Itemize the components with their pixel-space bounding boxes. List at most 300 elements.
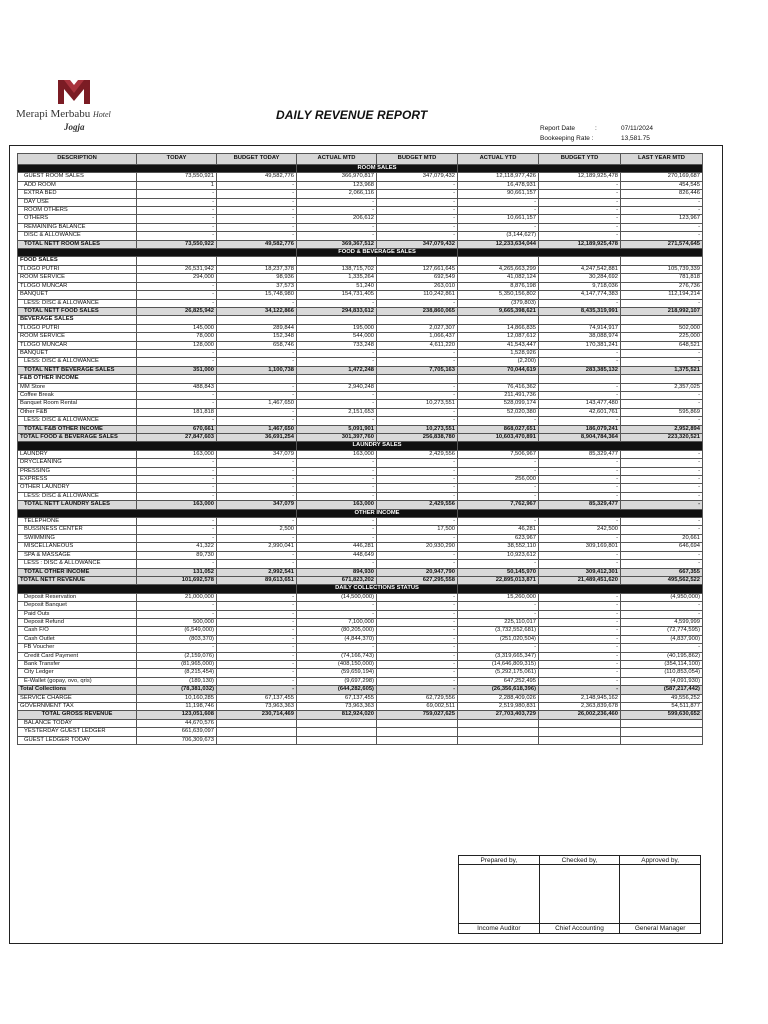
cell-last-year-mtd: (40,195,862) <box>621 652 703 660</box>
row-description: MISCELLANEOUS <box>18 543 137 551</box>
section-banner <box>18 509 703 517</box>
cell-today: - <box>137 467 217 475</box>
cell-today: 706,309,673 <box>137 736 217 744</box>
row-description: DISC & ALLOWANCE <box>18 232 137 240</box>
cell-last-year-mtd: 502,000 <box>621 324 703 332</box>
cell-empty <box>377 257 458 265</box>
cell-budget-today: 37,573 <box>217 282 297 290</box>
cell-budget-today: - <box>217 299 297 307</box>
cell-last-year-mtd: - <box>621 349 703 357</box>
cell-actual-mtd: (59,659,194) <box>297 669 377 677</box>
total-row <box>18 576 703 584</box>
row-description: TOTAL F&B OTHER INCOME <box>18 425 137 433</box>
row-description: REMAINING BALANCE <box>18 223 137 231</box>
cell-empty <box>377 719 458 727</box>
row-description: FOOD SALES <box>18 257 137 265</box>
cell-last-year-mtd: 54,511,877 <box>621 703 703 711</box>
row-description: Coffee Break <box>18 391 137 399</box>
row-description: TLOGO MUNCAR <box>18 282 137 290</box>
cell-budget-ytd: 12,189,925,478 <box>539 173 621 181</box>
cell-budget-mtd: 2,429,556 <box>377 501 458 509</box>
cell-last-year-mtd: 270,169,687 <box>621 173 703 181</box>
table-row <box>18 476 703 484</box>
cell-budget-today: 289,844 <box>217 324 297 332</box>
table-row <box>18 551 703 559</box>
cell-budget-mtd: - <box>377 190 458 198</box>
cell-budget-ytd: 4,247,542,881 <box>539 265 621 273</box>
cell-budget-ytd: - <box>539 383 621 391</box>
table-row <box>18 736 703 744</box>
cell-budget-mtd: - <box>377 391 458 399</box>
cell-actual-ytd: 2,519,980,831 <box>458 703 539 711</box>
cell-actual-ytd: - <box>458 223 539 231</box>
cell-actual-ytd: 90,661,157 <box>458 190 539 198</box>
cell-budget-mtd: - <box>377 467 458 475</box>
cell-empty <box>217 375 297 383</box>
cell-actual-mtd: - <box>297 207 377 215</box>
cell-actual-ytd: 225,110,017 <box>458 618 539 626</box>
cell-actual-mtd: 894,930 <box>297 568 377 576</box>
table-row <box>18 408 703 416</box>
hotel-brand: Merapi Merbabu Hotel <box>16 108 111 120</box>
cell-budget-mtd: - <box>377 660 458 668</box>
cell-empty <box>458 375 539 383</box>
cell-today: - <box>137 282 217 290</box>
cell-budget-today: - <box>217 207 297 215</box>
cell-last-year-mtd: 646,694 <box>621 543 703 551</box>
cell-actual-mtd: 73,963,363 <box>297 703 377 711</box>
cell-today: 1 <box>137 181 217 189</box>
cell-actual-ytd: 22,895,013,871 <box>458 576 539 584</box>
total-row <box>18 568 703 576</box>
cell-budget-mtd: 110,242,861 <box>377 291 458 299</box>
section-banner <box>18 249 703 257</box>
hotel-logo-mark <box>56 76 92 106</box>
cell-empty <box>621 736 703 744</box>
cell-budget-today: - <box>217 408 297 416</box>
cell-last-year-mtd: - <box>621 518 703 526</box>
cell-last-year-mtd: 223,320,521 <box>621 434 703 442</box>
cell-budget-mtd: 20,947,790 <box>377 568 458 576</box>
table-row <box>18 467 703 475</box>
cell-budget-ytd: - <box>539 560 621 568</box>
row-description: YESTERDAY GUEST LEDGER <box>18 728 137 736</box>
table-row <box>18 215 703 223</box>
hotel-logo <box>14 76 134 136</box>
cell-actual-ytd: (3,144,627) <box>458 232 539 240</box>
cell-actual-ytd: - <box>458 484 539 492</box>
table-row <box>18 703 703 711</box>
cell-actual-mtd: 446,281 <box>297 543 377 551</box>
cell-budget-mtd: - <box>377 349 458 357</box>
cell-actual-ytd: (379,803) <box>458 299 539 307</box>
cell-actual-ytd: 41,082,124 <box>458 274 539 282</box>
income-auditor-role: Income Auditor <box>459 924 540 934</box>
cell-last-year-mtd: 49,556,252 <box>621 694 703 702</box>
cell-budget-today: - <box>217 383 297 391</box>
cell-actual-mtd: 812,924,020 <box>297 711 377 719</box>
cell-budget-today: 34,122,866 <box>217 307 297 315</box>
table-row <box>18 383 703 391</box>
cell-budget-ytd: - <box>539 299 621 307</box>
cell-actual-mtd: - <box>297 560 377 568</box>
cell-budget-mtd: 759,027,625 <box>377 711 458 719</box>
cell-today: - <box>137 459 217 467</box>
row-description: Total Collections <box>18 686 137 694</box>
cell-empty <box>297 257 377 265</box>
cell-budget-today: 347,079 <box>217 501 297 509</box>
table-row <box>18 492 703 500</box>
cell-last-year-mtd: - <box>621 501 703 509</box>
cell-actual-ytd: 10,603,470,891 <box>458 434 539 442</box>
cell-budget-today: 18,237,378 <box>217 265 297 273</box>
cell-last-year-mtd: (587,217,442) <box>621 686 703 694</box>
cell-actual-ytd: - <box>458 492 539 500</box>
col-actual-mtd: ACTUAL MTD <box>297 154 377 165</box>
cell-today: - <box>137 232 217 240</box>
cell-budget-today: 2,990,041 <box>217 543 297 551</box>
cell-budget-ytd: - <box>539 476 621 484</box>
cell-today: 294,000 <box>137 274 217 282</box>
cell-budget-today: - <box>217 223 297 231</box>
cell-actual-ytd: 4,265,663,299 <box>458 265 539 273</box>
row-description: TOTAL OTHER INCOME <box>18 568 137 576</box>
table-row <box>18 593 703 601</box>
table-row <box>18 223 703 231</box>
cell-empty <box>621 257 703 265</box>
cell-budget-today: - <box>217 358 297 366</box>
cell-budget-today: - <box>217 417 297 425</box>
cell-actual-mtd: 369,367,512 <box>297 240 377 248</box>
cell-budget-today: - <box>217 349 297 357</box>
cell-budget-today: - <box>217 627 297 635</box>
cell-budget-mtd: - <box>377 215 458 223</box>
cell-actual-ytd: (251,020,504) <box>458 635 539 643</box>
cell-last-year-mtd: 826,446 <box>621 190 703 198</box>
cell-budget-ytd: - <box>539 610 621 618</box>
cell-actual-ytd: (5,292,175,061) <box>458 669 539 677</box>
cell-actual-mtd: 366,970,817 <box>297 173 377 181</box>
table-row <box>18 450 703 458</box>
prepared-signature-box <box>459 865 540 924</box>
row-description: SERVICE CHARGE <box>18 694 137 702</box>
section-banner <box>18 165 703 173</box>
cell-budget-today: - <box>217 602 297 610</box>
cell-today: - <box>137 400 217 408</box>
cell-budget-ytd: 283,385,132 <box>539 366 621 374</box>
table-row <box>18 400 703 408</box>
cell-budget-ytd: - <box>539 677 621 685</box>
cell-last-year-mtd: - <box>621 560 703 568</box>
cell-budget-ytd: 42,601,761 <box>539 408 621 416</box>
row-description: Other F&B <box>18 408 137 416</box>
cell-budget-ytd: 309,412,301 <box>539 568 621 576</box>
cell-actual-mtd: - <box>297 534 377 542</box>
cell-actual-mtd: (80,205,000) <box>297 627 377 635</box>
cell-last-year-mtd: - <box>621 207 703 215</box>
table-row <box>18 534 703 542</box>
cell-actual-mtd: 544,000 <box>297 333 377 341</box>
row-description: ROOM OTHERS <box>18 207 137 215</box>
cell-actual-ytd: 256,000 <box>458 476 539 484</box>
cell-last-year-mtd: - <box>621 391 703 399</box>
table-row <box>18 349 703 357</box>
cell-last-year-mtd: 20,661 <box>621 534 703 542</box>
cell-actual-mtd: 163,000 <box>297 450 377 458</box>
cell-budget-mtd: - <box>377 299 458 307</box>
table-row <box>18 282 703 290</box>
table-row <box>18 358 703 366</box>
row-description: TOTAL FOOD & BEVERAGE SALES <box>18 434 137 442</box>
cell-today: 78,000 <box>137 333 217 341</box>
table-row <box>18 333 703 341</box>
cell-last-year-mtd: - <box>621 232 703 240</box>
table-row <box>18 677 703 685</box>
cell-budget-ytd: - <box>539 223 621 231</box>
row-description: E-Wallet (gopay, ovo, qris) <box>18 677 137 685</box>
cell-budget-today: 2,992,541 <box>217 568 297 576</box>
cell-budget-ytd: - <box>539 358 621 366</box>
cell-empty <box>539 719 621 727</box>
cell-today: - <box>137 391 217 399</box>
cell-last-year-mtd: 2,357,025 <box>621 383 703 391</box>
cell-budget-ytd: - <box>539 518 621 526</box>
cell-budget-ytd: - <box>539 232 621 240</box>
cell-actual-mtd: 2,940,248 <box>297 383 377 391</box>
cell-budget-today: - <box>217 391 297 399</box>
table-row <box>18 610 703 618</box>
cell-today: 128,000 <box>137 341 217 349</box>
col-actual-ytd: ACTUAL YTD <box>458 154 539 165</box>
row-description: Banquet Room Rental <box>18 400 137 408</box>
cell-actual-ytd: 1,528,926 <box>458 349 539 357</box>
cell-actual-mtd: 154,731,405 <box>297 291 377 299</box>
table-row <box>18 484 703 492</box>
cell-budget-mtd: 62,729,556 <box>377 694 458 702</box>
col-today: TODAY <box>137 154 217 165</box>
table-row <box>18 459 703 467</box>
cell-budget-today: - <box>217 593 297 601</box>
cell-budget-today: 2,500 <box>217 526 297 534</box>
cell-today: 41,322 <box>137 543 217 551</box>
cell-actual-mtd: - <box>297 223 377 231</box>
cell-actual-mtd: 2,066,116 <box>297 190 377 198</box>
cell-empty <box>217 728 297 736</box>
cell-actual-mtd: 448,649 <box>297 551 377 559</box>
table-row <box>18 644 703 652</box>
cell-actual-mtd: - <box>297 610 377 618</box>
cell-budget-today: - <box>217 618 297 626</box>
table-row <box>18 341 703 349</box>
cell-budget-mtd: 238,860,065 <box>377 307 458 315</box>
cell-last-year-mtd: 495,562,522 <box>621 576 703 584</box>
cell-last-year-mtd: 105,739,339 <box>621 265 703 273</box>
cell-actual-ytd: - <box>458 602 539 610</box>
cell-budget-ytd: 74,914,917 <box>539 324 621 332</box>
cell-budget-ytd: - <box>539 492 621 500</box>
cell-empty <box>217 736 297 744</box>
table-row <box>18 602 703 610</box>
cell-last-year-mtd: - <box>621 484 703 492</box>
cell-actual-ytd: - <box>458 459 539 467</box>
table-row <box>18 728 703 736</box>
table-row <box>18 207 703 215</box>
cell-budget-mtd: - <box>377 492 458 500</box>
cell-budget-today: - <box>217 534 297 542</box>
cell-empty <box>377 728 458 736</box>
cell-today: - <box>137 518 217 526</box>
cell-empty <box>217 316 297 324</box>
row-description: TLOGO MUNCAR <box>18 341 137 349</box>
table-row <box>18 324 703 332</box>
cell-budget-ytd: - <box>539 534 621 542</box>
cell-budget-mtd: - <box>377 232 458 240</box>
cell-budget-mtd: - <box>377 198 458 206</box>
cell-actual-mtd: - <box>297 299 377 307</box>
cell-empty <box>297 316 377 324</box>
table-row <box>18 719 703 727</box>
cell-empty <box>297 375 377 383</box>
cell-empty <box>297 728 377 736</box>
cell-actual-mtd: (9,697,298) <box>297 677 377 685</box>
table-row <box>18 526 703 534</box>
row-description: BEVERAGE SALES <box>18 316 137 324</box>
cell-actual-ytd: 16,478,931 <box>458 181 539 189</box>
cell-budget-ytd: - <box>539 207 621 215</box>
cell-empty <box>539 728 621 736</box>
row-description: OTHER LAUNDRY <box>18 484 137 492</box>
cell-last-year-mtd: 667,355 <box>621 568 703 576</box>
col-last-year-mtd: LAST YEAR MTD <box>621 154 703 165</box>
cell-today: 101,692,578 <box>137 576 217 584</box>
table-row <box>18 391 703 399</box>
cell-today: 131,052 <box>137 568 217 576</box>
cell-budget-ytd: - <box>539 459 621 467</box>
row-description: Deposit Refund <box>18 618 137 626</box>
cell-today: - <box>137 358 217 366</box>
cell-today: - <box>137 207 217 215</box>
cell-today: 163,000 <box>137 450 217 458</box>
cell-budget-today: 49,582,776 <box>217 173 297 181</box>
cell-budget-today: - <box>217 484 297 492</box>
cell-budget-today: - <box>217 198 297 206</box>
cell-today: - <box>137 476 217 484</box>
cell-actual-ytd: (26,356,618,396) <box>458 686 539 694</box>
cell-budget-ytd: 242,500 <box>539 526 621 534</box>
cell-actual-mtd: - <box>297 602 377 610</box>
cell-today: 89,730 <box>137 551 217 559</box>
cell-actual-ytd: 10,661,157 <box>458 215 539 223</box>
cell-budget-ytd: 170,381,241 <box>539 341 621 349</box>
cell-budget-today: - <box>217 467 297 475</box>
cell-budget-ytd: - <box>539 669 621 677</box>
cell-actual-ytd: 12,118,977,426 <box>458 173 539 181</box>
prepared-by-label: Prepared by, <box>459 856 540 865</box>
cell-actual-ytd: (3,319,665,347) <box>458 652 539 660</box>
section-banner-label: LAUNDRY SALES <box>297 442 458 450</box>
cell-budget-today: - <box>217 215 297 223</box>
row-description: SPA & MASSAGE <box>18 551 137 559</box>
cell-actual-ytd: - <box>458 467 539 475</box>
cell-today: (189,130) <box>137 677 217 685</box>
cell-last-year-mtd: - <box>621 400 703 408</box>
row-description: Deposit Banquet <box>18 602 137 610</box>
section-banner <box>18 442 703 450</box>
cell-last-year-mtd: - <box>621 358 703 366</box>
cell-actual-ytd: 5,350,156,802 <box>458 291 539 299</box>
cell-budget-ytd: - <box>539 190 621 198</box>
cell-budget-ytd: 309,169,801 <box>539 543 621 551</box>
cell-today: (78,381,032) <box>137 686 217 694</box>
cell-last-year-mtd: - <box>621 459 703 467</box>
cell-last-year-mtd: (354,114,100) <box>621 660 703 668</box>
table-row <box>18 299 703 307</box>
cell-budget-mtd: - <box>377 669 458 677</box>
section-banner-label: FOOD & BEVERAGE SALES <box>297 249 458 257</box>
cell-actual-mtd: 123,968 <box>297 181 377 189</box>
cell-empty <box>137 257 217 265</box>
cell-actual-ytd: - <box>458 207 539 215</box>
total-row <box>18 240 703 248</box>
cell-today: - <box>137 602 217 610</box>
cell-today: 27,847,603 <box>137 434 217 442</box>
cell-last-year-mtd: 454,545 <box>621 181 703 189</box>
cell-last-year-mtd: - <box>621 551 703 559</box>
col-budget-today: BUDGET TODAY <box>217 154 297 165</box>
section-heading-row <box>18 257 703 265</box>
cell-last-year-mtd: - <box>621 526 703 534</box>
cell-actual-mtd: - <box>297 198 377 206</box>
cell-actual-mtd: 195,000 <box>297 324 377 332</box>
table-header <box>18 154 703 165</box>
cell-budget-ytd: - <box>539 391 621 399</box>
cell-budget-today: - <box>217 669 297 677</box>
total-row <box>18 425 703 433</box>
table-row <box>18 669 703 677</box>
cell-budget-mtd: 17,500 <box>377 526 458 534</box>
cell-today: 123,051,608 <box>137 711 217 719</box>
cell-budget-today: 49,582,776 <box>217 240 297 248</box>
cell-budget-today: - <box>217 190 297 198</box>
cell-actual-mtd: - <box>297 484 377 492</box>
cell-last-year-mtd: - <box>621 417 703 425</box>
cell-last-year-mtd: 599,630,652 <box>621 711 703 719</box>
cell-budget-mtd: - <box>377 618 458 626</box>
total-row <box>18 501 703 509</box>
cell-last-year-mtd: 123,967 <box>621 215 703 223</box>
cell-budget-mtd: - <box>377 560 458 568</box>
cell-budget-mtd: - <box>377 408 458 416</box>
cell-last-year-mtd: 781,818 <box>621 274 703 282</box>
row-description: F&B OTHER INCOME <box>18 375 137 383</box>
cell-last-year-mtd: 225,000 <box>621 333 703 341</box>
cell-budget-today: - <box>217 459 297 467</box>
cell-actual-mtd: - <box>297 391 377 399</box>
row-description: Bank Transfer <box>18 660 137 668</box>
cell-today: (81,965,000) <box>137 660 217 668</box>
cell-budget-ytd: 26,002,236,460 <box>539 711 621 719</box>
cell-budget-mtd: - <box>377 534 458 542</box>
cell-empty <box>458 728 539 736</box>
cell-empty <box>621 375 703 383</box>
cell-budget-mtd: 347,079,432 <box>377 240 458 248</box>
cell-actual-mtd: (14,500,000) <box>297 593 377 601</box>
cell-budget-mtd: - <box>377 417 458 425</box>
cell-empty <box>458 736 539 744</box>
cell-today: 11,198,746 <box>137 703 217 711</box>
row-description: OTHERS <box>18 215 137 223</box>
row-description: LESS: DISC & ALLOWANCE <box>18 299 137 307</box>
